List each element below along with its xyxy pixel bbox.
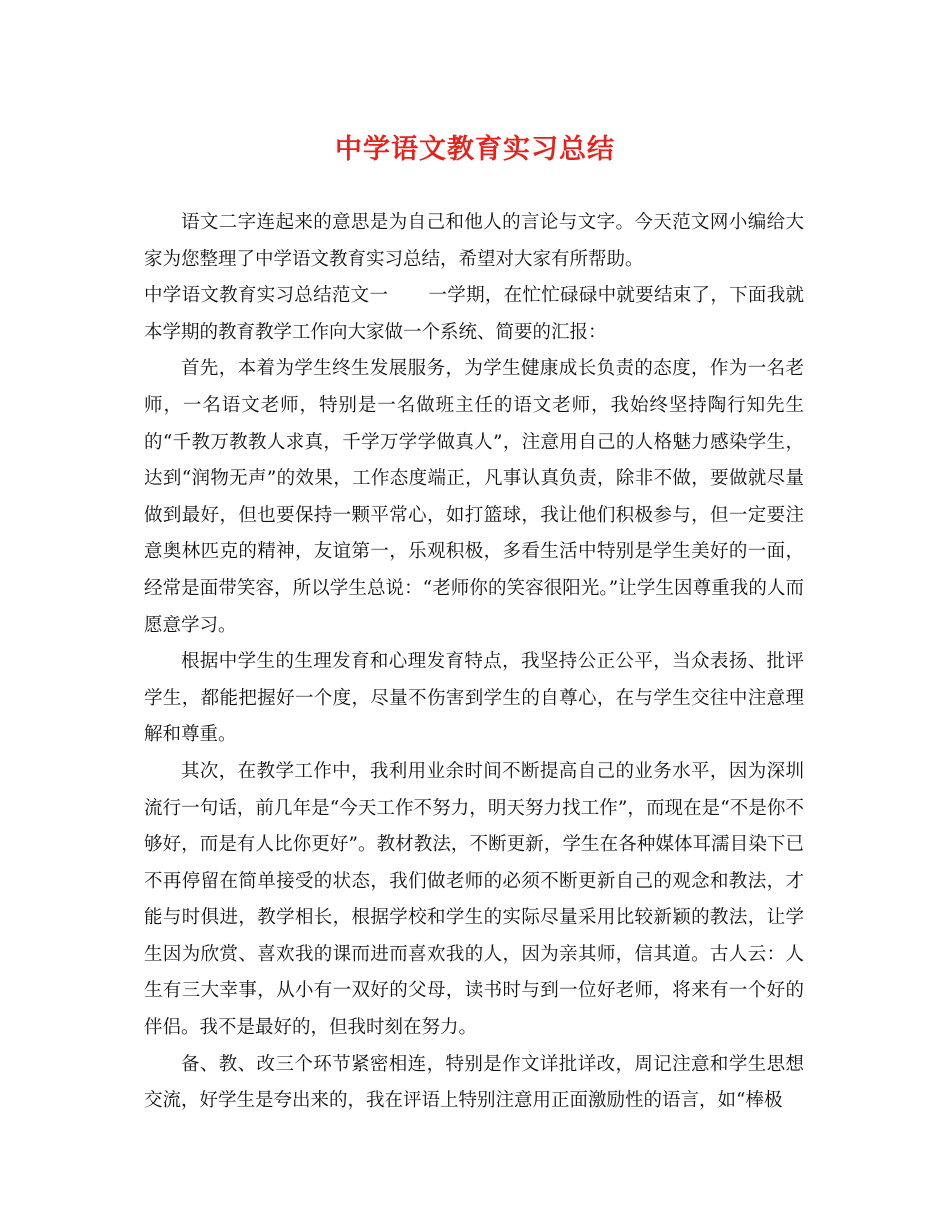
document-body — [144, 205, 804, 1120]
body-paragraph: 备、教、改三个环节紧密相连，特别是作文详批详改，周记注意和学生思想交流，好学生是夸出来的，我在评语上特别注意用正面激励性的语言，如“棒极 — [144, 1053, 804, 1112]
body-paragraph: 其次，在教学工作中，我利用业余时间不断提高自己的业务水平，因为深圳流行一句话，前几年是“今天工作不努力，明天努力找工作”，而现在是“不是你不够好，而是有人比你更好”。教材教法，不断更新，学生在各种媒体耳濡目染下已不再停留在简单接受的状态，我们做老师的必须不断更新自己的观念和教法，才能与时俱进，教学相长，根据学校和学生的实际尽量采用比较新颖的教法，让学生因为欣赏、喜欢我的课而进而喜欢我的人，因为亲其师，信其道。古人云：人生有三大幸事，从小有一双好的父母，读书时与到一位好老师，将来有一个好的伴侣。我不是最好的，但我时刻在努力。 — [144, 760, 804, 1039]
section-heading: 中学语文教育实习总结范文一 — [144, 285, 389, 307]
document-title: 中学语文教育实习总结 — [335, 134, 615, 165]
body-paragraph: 根据中学生的生理发育和心理发育特点，我坚持公正公平，当众表扬、批评学生，都能把握好一个度，尽量不伤害到学生的自尊心，在与学生交往中注意理解和尊重。 — [144, 651, 804, 746]
section-paragraph — [144, 278, 804, 351]
body-paragraph: 首先，本着为学生终生发展服务，为学生健康成长负责的态度，作为一名老师，一名语文老师，特别是一名做班主任的语文老师，我始终坚持陶行知先生的“千教万教教人求真，千学万学学做真人”，注意用自己的人格魅力感染学生，达到“润物无声”的效果，工作态度端正，凡事认真负责，除非不做，要做就尽量做到最好，但也要保持一颗平常心，如打篮球，我让他们积极参与，但一定要注意奥林匹克的精神，友谊第一，乐观积极，多看生活中特别是学生美好的一面，经常是面带笑容，所以学生总说：“老师你的笑容很阳光。”让学生因尊重我的人而愿意学习。 — [144, 358, 804, 636]
intro-paragraph: 语文二字连起来的意思是为自己和他人的言论与文字。今天范文网小编给大家为您整理了中学语文教育实习总结，希望对大家有所帮助。 — [144, 212, 804, 270]
section-first-text: 一学期，在忙忙碌碌中就要结束了，下面我就本学期的教育教学工作向大家做一个系统、简要的汇报： — [144, 285, 804, 343]
